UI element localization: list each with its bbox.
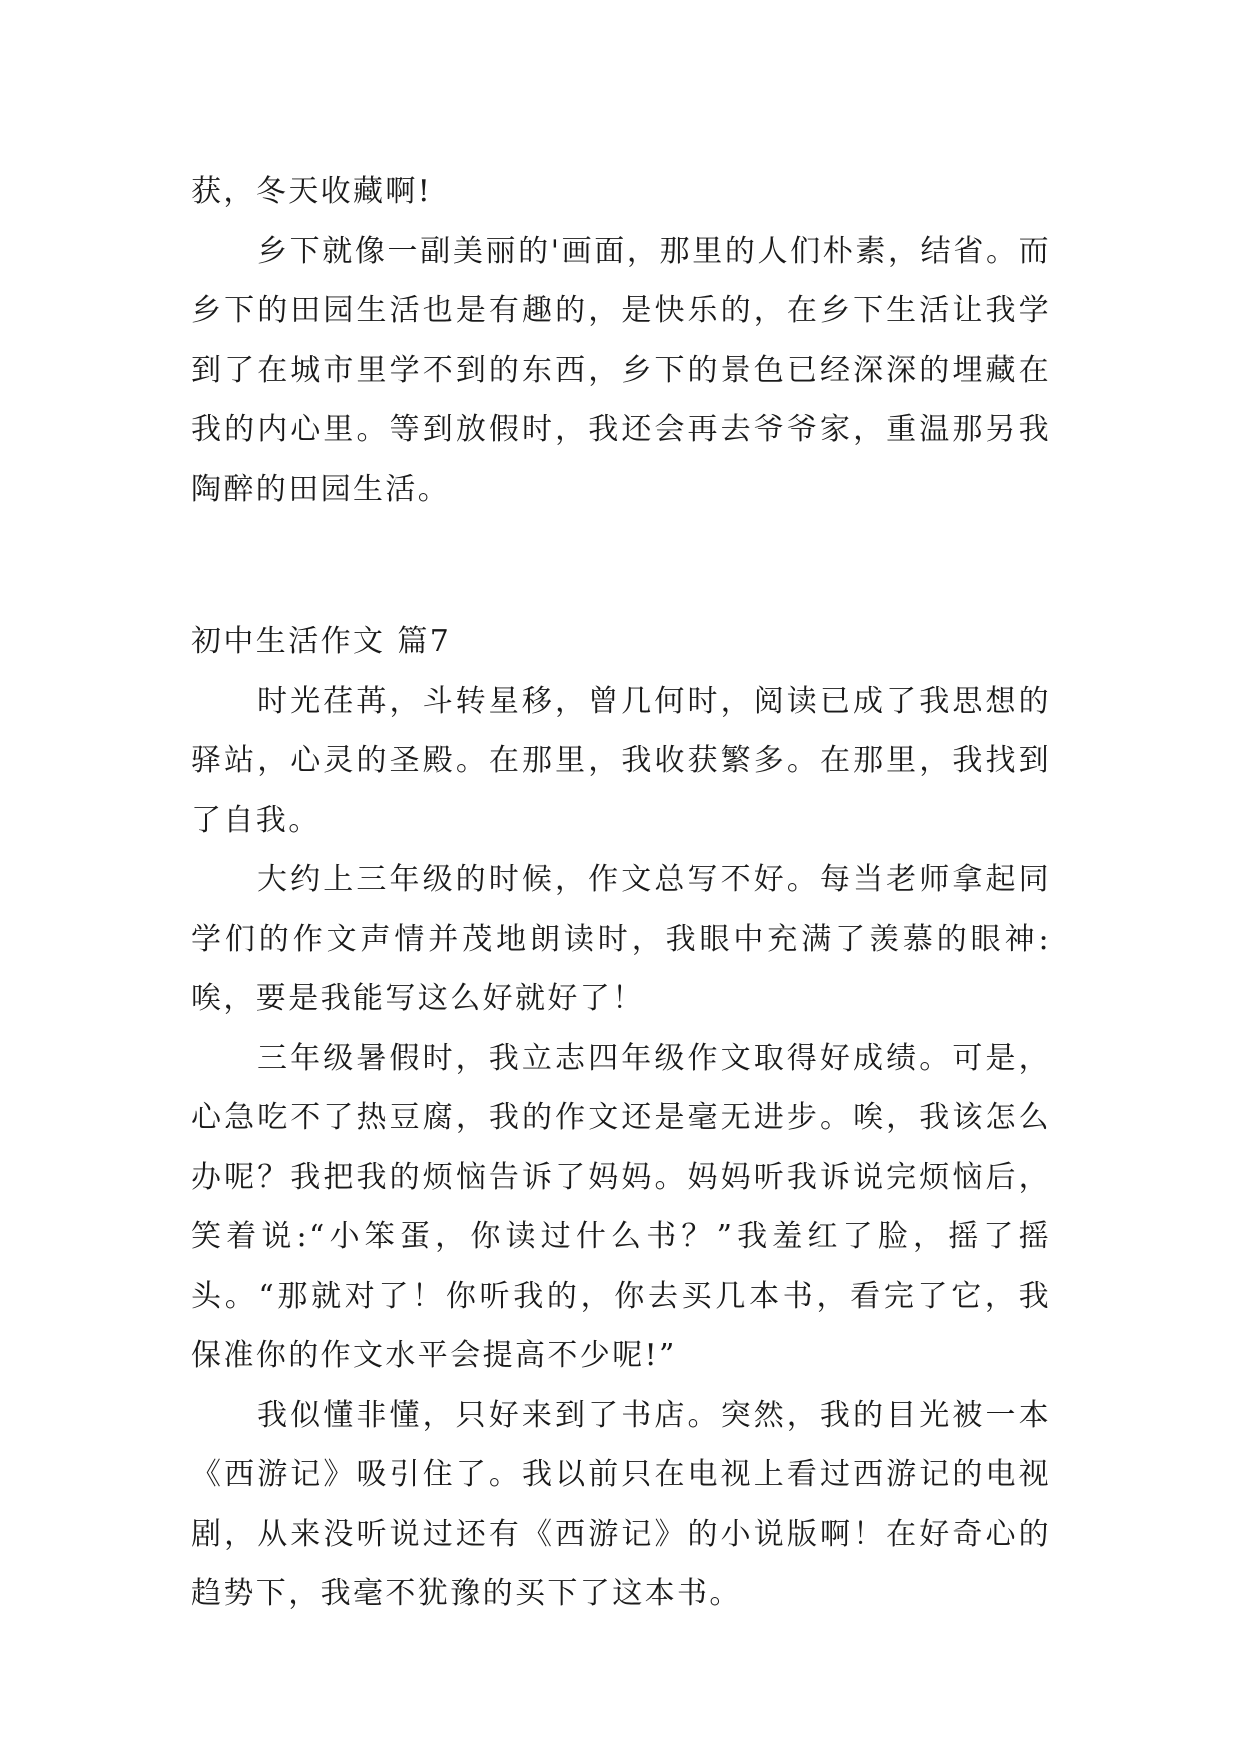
closing-paragraph: 乡下就像一副美丽的'画面，那里的人们朴素，结省。而乡下的田园生活也是有趣的，是快乐的，在乡下生活让我学到了在城市里学不到的东西，乡下的景色已经深深的埋藏在我的内心里。等到放假时，我还会再去爷爷家，重温那另我陶醉的田园生活。 (191, 233, 1051, 507)
body-paragraph-1: 时光荏苒，斗转星移，曾几何时，阅读已成了我思想的驿站，心灵的圣殿。在那里，我收获繁多。在那里，我找到了自我。 (191, 683, 1051, 838)
document-body (191, 162, 1051, 1624)
continuation-line: 获，冬天收藏啊! (191, 174, 433, 209)
body-paragraph-4: 我似懂非懂，只好来到了书店。突然，我的目光被一本《西游记》吸引住了。我以前只在电视上看过西游记的电视剧，从来没听说过还有《西游记》的小说版啊！在好奇心的趋势下，我毫不犹豫的买下了这本书。 (191, 1397, 1051, 1611)
section-spacer (191, 519, 1051, 612)
body-paragraph-2: 大约上三年级的时候，作文总写不好。每当老师拿起同学们的作文声情并茂地朗读时，我眼中充满了羡慕的眼神:唉，要是我能写这么好就好了！ (191, 862, 1051, 1016)
section-title: 初中生活作文 篇7 (191, 624, 452, 659)
body-paragraph-3: 三年级暑假时，我立志四年级作文取得好成绩。可是，心急吃不了热豆腐，我的作文还是毫无进步。唉，我该怎么办呢？我把我的烦恼告诉了妈妈。妈妈听我诉说完烦恼后，笑着说:“小笨蛋，你读过什么书？”我羞红了脸，摇了摇头。“那就对了！你听我的，你去买几本书，看完了它，我保准你的作文水平会提高不少呢!” (191, 1040, 1051, 1373)
